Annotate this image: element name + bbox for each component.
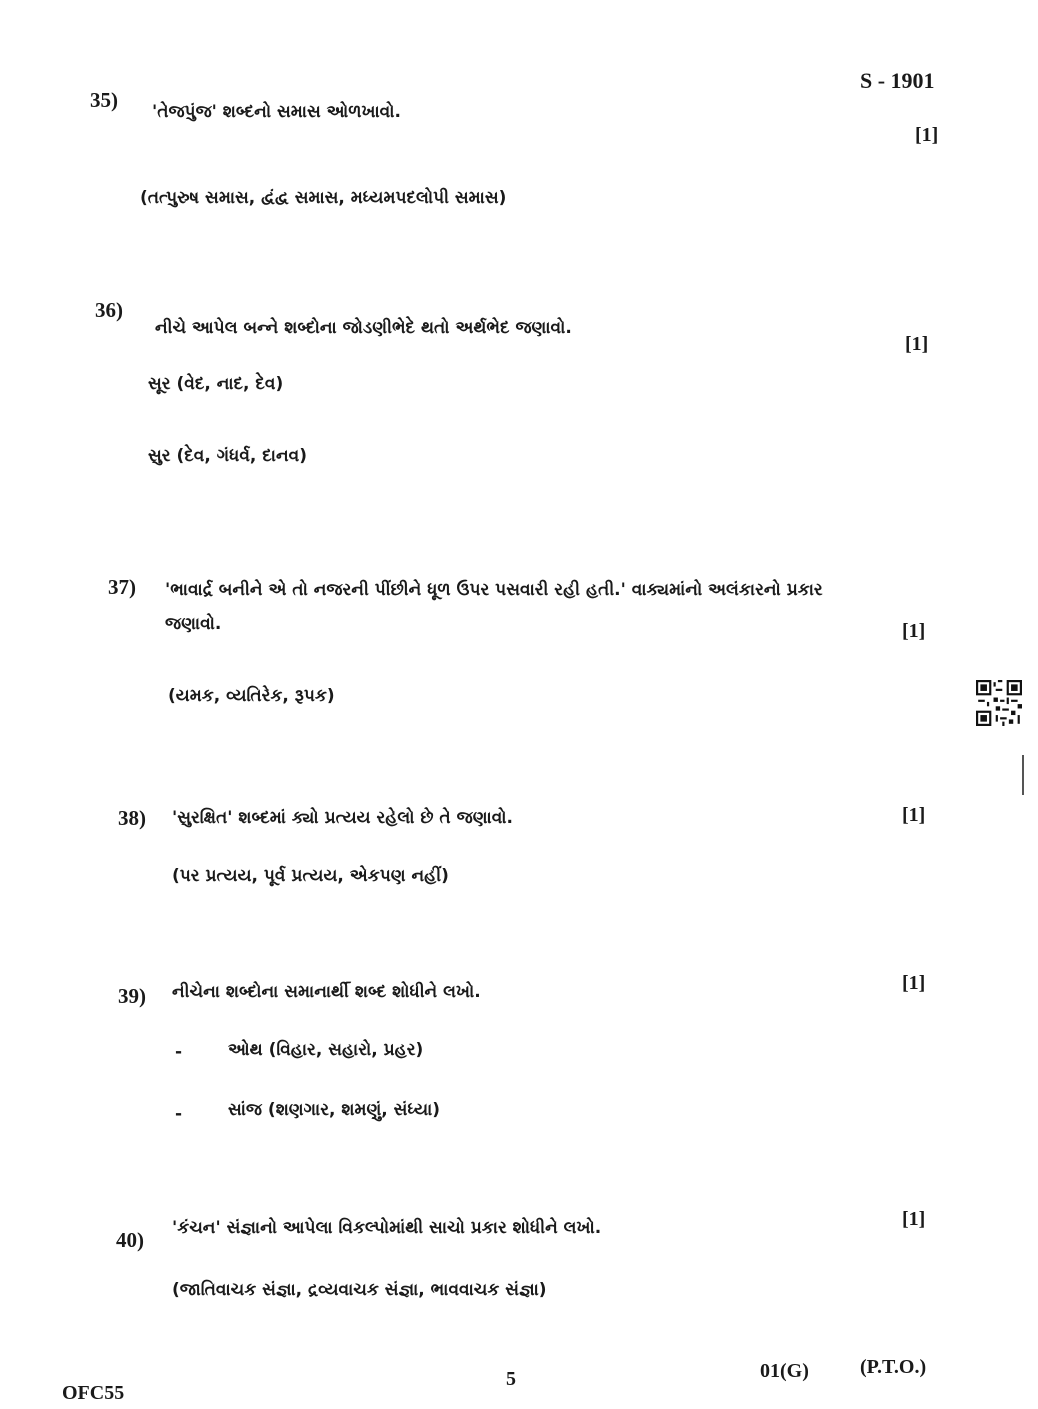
bullet-dash: - bbox=[175, 1104, 183, 1124]
question-number: 35) bbox=[90, 88, 118, 112]
question-text: 'ભાવાર્દ્ર બનીને એ તો નજરની પીંછીને ધૂળ ઉપર પસવારી રહી હતી.' વાક્યમાંનો અલંકારનો પ્રકાર bbox=[165, 580, 823, 600]
bullet-dash: - bbox=[175, 1042, 183, 1062]
question-text: નીચેના શબ્દોના સમાનાર્થી શબ્દ શોધીને લખો. bbox=[172, 982, 481, 1002]
question-number: 40) bbox=[116, 1228, 144, 1252]
question-text: નીચે આપેલ બન્ને શબ્દોના જોડણીભેદે થતો અર્થભેદ જણાવો. bbox=[155, 318, 572, 338]
footer-code: OFC55 bbox=[62, 1382, 125, 1404]
question-marks: [1] bbox=[905, 333, 929, 355]
question-number: 36) bbox=[95, 298, 123, 322]
question-marks: [1] bbox=[902, 804, 926, 826]
question-text: 'કંચન' સંજ્ઞાનો આપેલા વિકલ્પોમાંથી સાચો પ્રકાર શોધીને લખો. bbox=[172, 1218, 602, 1238]
set-code: 01(G) bbox=[760, 1360, 809, 1382]
margin-mark bbox=[1022, 755, 1024, 795]
qr-code-icon bbox=[976, 680, 1022, 726]
question-options: (જાતિવાચક સંજ્ઞા, દ્રવ્યવાચક સંજ્ઞા, ભાવવાચક સંજ્ઞા) bbox=[172, 1280, 547, 1300]
question-number: 37) bbox=[108, 575, 136, 599]
question-number: 39) bbox=[118, 984, 146, 1008]
question-options: (યમક, વ્યતિરેક, રૂપક) bbox=[168, 686, 335, 706]
question-option: સાંજ (શણગાર, શમણું, સંધ્યા) bbox=[228, 1100, 441, 1120]
question-text-continued: જણાવો. bbox=[165, 614, 222, 634]
paper-code: S - 1901 bbox=[860, 68, 935, 93]
question-marks: [1] bbox=[902, 972, 926, 994]
question-marks: [1] bbox=[902, 620, 926, 642]
question-text: 'સુરક્ષિત' શબ્દમાં ક્યો પ્રત્યય રહેલો છે તે જણાવો. bbox=[172, 808, 513, 828]
question-options: (પર પ્રત્યય, પૂર્વ પ્રત્યય, એકપણ નહીં) bbox=[172, 866, 449, 886]
page-number: 5 bbox=[506, 1368, 516, 1390]
question-option: સૂર (વેદ, નાદ, દેવ) bbox=[148, 374, 284, 394]
question-option: ઓથ (વિહાર, સહારો, પ્રહર) bbox=[228, 1040, 424, 1060]
question-options: (તત્પુરુષ સમાસ, દ્વંદ્વ સમાસ, મધ્યમપદલોપી સમાસ) bbox=[140, 188, 507, 208]
pto-label: (P.T.O.) bbox=[860, 1356, 927, 1378]
question-text: 'તેજપુંજ' શબ્દનો સમાસ ઓળખાવો. bbox=[152, 102, 401, 122]
question-number: 38) bbox=[118, 806, 146, 830]
question-marks: [1] bbox=[915, 124, 939, 146]
question-marks: [1] bbox=[902, 1208, 926, 1230]
question-option: સુર (દેવ, ગંધર્વ, દાનવ) bbox=[148, 446, 307, 466]
